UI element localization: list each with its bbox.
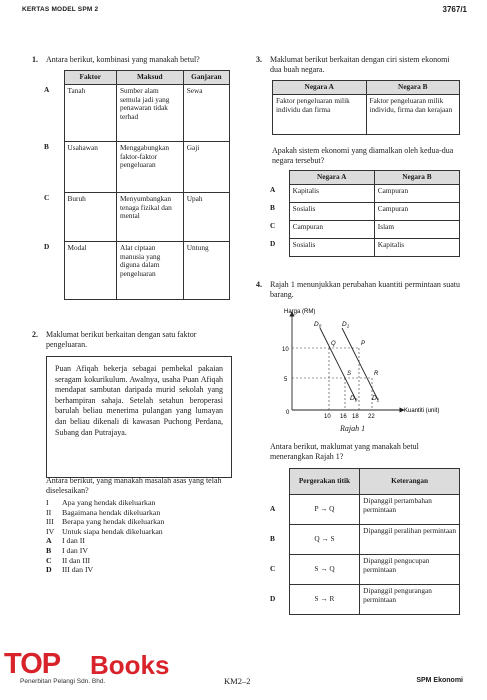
- option-a[interactable]: A I dan II: [46, 536, 85, 546]
- list-item: IV Untuk siapa hendak dikeluarkan: [46, 526, 163, 536]
- point-p-label: P: [361, 341, 366, 347]
- x-tick: 10: [324, 414, 331, 420]
- q1-number: 1.: [32, 55, 38, 64]
- option-c[interactable]: C II dan III: [46, 555, 91, 565]
- q1-cell: Sumber alam semula jadi yang penawaran tidak terhad: [116, 84, 183, 141]
- q3-cell: Campuran: [289, 220, 374, 238]
- curve-label: $D_1$: [372, 395, 380, 403]
- q1-cell: Tanah: [64, 84, 116, 141]
- q4-row-d[interactable]: [270, 585, 460, 615]
- demand-graph: [270, 302, 460, 422]
- q4-number: 4.: [256, 280, 262, 289]
- x-tick: 22: [368, 414, 375, 420]
- q3-row-c[interactable]: [270, 220, 460, 238]
- q4-table: [270, 468, 460, 615]
- option-label: D: [270, 239, 276, 249]
- logo-books-text: Books: [90, 650, 170, 680]
- q1-cell: Menggabungkan faktor-faktor pengeluaran: [116, 141, 183, 192]
- q2-text: Maklumat berikut berkaitan dengan satu faktor pengeluaran.: [46, 330, 197, 349]
- option-d[interactable]: D III dan IV: [46, 565, 94, 575]
- option-label: D: [44, 242, 50, 252]
- y-tick: 0: [286, 410, 290, 416]
- demand-curve-d1: [342, 328, 378, 400]
- paper-title: KERTAS MODEL SPM 2: [22, 6, 99, 13]
- q3-info-header-b: Negara B: [366, 81, 460, 95]
- demand-curve-d0: [320, 328, 356, 400]
- q4-row-c[interactable]: [270, 555, 460, 585]
- q3-cell: Sosialis: [289, 238, 374, 256]
- curve-label: $D_0$: [350, 395, 358, 403]
- q1-row-c[interactable]: [44, 192, 230, 241]
- q3-text: Maklumat berikut berkaitan dengan ciri sistem ekonomi dua buah negara.: [270, 55, 450, 74]
- option-label: C: [44, 193, 50, 203]
- q4-cell: Q → S: [289, 525, 359, 555]
- q4-cell: Dipanggil peralihan permintaan: [360, 525, 460, 555]
- y-axis-label: Harga (RM): [284, 309, 316, 315]
- q3-cell: Campuran: [374, 202, 459, 220]
- q4-question: Antara berikut, maklumat yang manakah betul menerangkan Rajah 1?: [270, 442, 419, 461]
- q3-row-b[interactable]: [270, 202, 460, 220]
- q4-cell: P → Q: [289, 495, 359, 525]
- q3-cell: Kapitalis: [374, 238, 459, 256]
- option-label: B: [270, 203, 275, 213]
- option-label: D: [270, 594, 276, 604]
- y-tick: 5: [284, 377, 288, 383]
- q1-cell: Usahawan: [64, 141, 116, 192]
- q1-cell: Modal: [64, 241, 116, 299]
- q3-answer-table: [270, 170, 460, 257]
- q1-cell: Gaji: [183, 141, 229, 192]
- curve-label: $D_1$: [342, 321, 350, 329]
- q4-cell: S → R: [289, 585, 359, 615]
- q4-text: Rajah 1 menunjukkan perubahan kuantiti permintaan suatu barang.: [270, 280, 460, 299]
- option-label: C: [270, 564, 276, 574]
- q3-cell: Kapitalis: [289, 184, 374, 202]
- q2-number: 2.: [32, 330, 38, 339]
- q1-cell: Upah: [183, 192, 229, 241]
- q4-header-move: Pergerakan titik: [289, 469, 359, 495]
- point-s-label: S: [347, 371, 352, 377]
- q4-cell: Dipanggil pengucupan permintaan: [360, 555, 460, 585]
- option-label: A: [270, 504, 276, 514]
- paper-code: 3767/1: [442, 5, 467, 14]
- option-label: A: [270, 185, 276, 195]
- list-item: II Bagaimana hendak dikeluarkan: [46, 507, 161, 517]
- q1-cell: Menyumbangkan tenaga fizikal dan mental: [116, 192, 183, 241]
- x-axis-label: Kuantiti (unit): [404, 408, 440, 414]
- q2-question: Antara berikut, yang manakah masalah asas yang telah diselesaikan?: [46, 476, 222, 495]
- list-item: III Berapa yang hendak dikeluarkan: [46, 517, 165, 527]
- option-label: C: [270, 221, 276, 231]
- figure-caption: Rajah 1: [340, 424, 366, 433]
- page-footer: [0, 670, 487, 690]
- list-item: I Apa yang hendak dikeluarkan: [46, 498, 156, 507]
- q3-info-table: [272, 80, 460, 135]
- q3-row-d[interactable]: [270, 238, 460, 256]
- option-label: B: [270, 534, 275, 544]
- q1-table: [44, 70, 230, 300]
- q4-cell: Dipanggil pertambahan permintaan: [360, 495, 460, 525]
- subject-name: SPM Ekonomi: [416, 677, 463, 684]
- q2-passage-box: Puan Afiqah bekerja sebagai pembekal pakaian seragam kokurikulum. Awalnya, usaha Puan Afiqah mendapat sambutan daripada murid sekolah yang berhampiran sahaja. Setelah setahun beroperasi barulah beliau menerima pulangan yang lumayan dan beliau dikenali di kawasan Puchong Perdana, Subang dan Putrajaya.: [46, 356, 232, 478]
- q1-row-a[interactable]: [44, 84, 230, 141]
- q1-row-d[interactable]: [44, 241, 230, 299]
- q3-info-cell-b: Faktor pengeluaran milik individu, firma dan kerajaan: [366, 94, 460, 134]
- q3-cell: Campuran: [374, 184, 459, 202]
- y-tick: 10: [282, 347, 289, 353]
- q4-header-desc: Keterangan: [360, 469, 460, 495]
- q1-cell: Sewa: [183, 84, 229, 141]
- q3-cell: Islam: [374, 220, 459, 238]
- page-number: KM2–2: [224, 676, 251, 686]
- q1-header-faktor: Faktor: [64, 71, 116, 85]
- point-r-label: R: [374, 371, 379, 377]
- q4-cell: S → Q: [289, 555, 359, 585]
- q1-cell: Buruh: [64, 192, 116, 241]
- q3-ans-header-b: Negara B: [374, 171, 459, 185]
- point-q-label: Q: [331, 341, 336, 347]
- q1-text: Antara berikut, kombinasi yang manakah betul?: [46, 55, 200, 64]
- q1-header-maksud: Maksud: [116, 71, 183, 85]
- curve-label: $D_0$: [314, 321, 322, 329]
- q4-row-a[interactable]: [270, 495, 460, 525]
- q4-cell: Dipanggil pengurangan permintaan: [360, 585, 460, 615]
- x-tick: 18: [352, 414, 359, 420]
- option-b[interactable]: B I dan IV: [46, 545, 88, 555]
- q2-items: [46, 498, 230, 575]
- q3-question: Apakah sistem ekonomi yang diamalkan oleh kedua-dua negara tersebut?: [272, 146, 454, 165]
- x-tick: 16: [340, 414, 347, 420]
- q1-cell: Alat ciptaan manusia yang diguna dalam pengeluaran: [116, 241, 183, 299]
- q3-info-cell-a: Faktor pengeluaran milik individu dan firma: [273, 94, 367, 134]
- publisher-name: Penerbitan Pelangi Sdn. Bhd.: [20, 678, 106, 685]
- q3-row-a[interactable]: [270, 184, 460, 202]
- q3-ans-header-a: Negara A: [289, 171, 374, 185]
- q4-row-b[interactable]: [270, 525, 460, 555]
- q3-cell: Sosialis: [289, 202, 374, 220]
- option-label: B: [44, 142, 49, 152]
- q1-header-ganjaran: Ganjaran: [183, 71, 229, 85]
- logo-top-text: TOP: [4, 648, 61, 680]
- q3-number: 3.: [256, 55, 262, 64]
- option-label: A: [44, 85, 50, 95]
- page-header: [22, 6, 467, 20]
- q1-row-b[interactable]: [44, 141, 230, 192]
- q1-cell: Untung: [183, 241, 229, 299]
- q3-info-header-a: Negara A: [273, 81, 367, 95]
